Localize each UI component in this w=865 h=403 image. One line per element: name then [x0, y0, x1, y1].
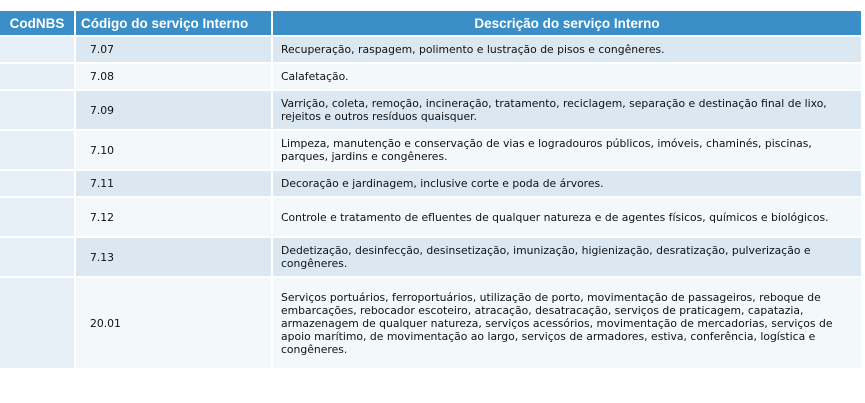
cell-descricao: Recuperação, raspagem, polimento e lustração de pisos e congêneres.: [273, 37, 861, 62]
cell-codnbs: [0, 131, 74, 169]
table-row: [0, 64, 861, 89]
cell-codigo: 7.07: [76, 37, 271, 62]
cell-codnbs: [0, 91, 74, 129]
cell-codnbs: [0, 238, 74, 276]
table-row: [0, 37, 861, 62]
cell-descricao: Varrição, coleta, remoção, incineração, tratamento, reciclagem, separação e destinação final de lixo, rejeitos e outros resíduos quaisquer.: [273, 91, 861, 129]
cell-descricao: Dedetização, desinfecção, desinsetização, imunização, higienização, desratização, pulverização e congêneres.: [273, 238, 861, 276]
cell-descricao: Serviços portuários, ferroportuários, utilização de porto, movimentação de passageiros, reboque de embarcações, rebocador escoteiro, atracação, desatracação, serviços de praticagem, capatazia, armazenagem de qualquer natureza, serviços acessórios, movimentação de mercadorias, serviços de apoio marítimo, de movimentação ao largo, serviços de armadores, estiva, conferência, logística e congêneres.: [273, 278, 861, 368]
services-table: [0, 9, 863, 370]
cell-descricao: Calafetação.: [273, 64, 861, 89]
header-codnbs: CodNBS: [0, 11, 74, 35]
table-row: [0, 198, 861, 236]
cell-codigo: 7.10: [76, 131, 271, 169]
cell-codigo: 7.11: [76, 171, 271, 196]
table-row: [0, 91, 861, 129]
table-row: [0, 131, 861, 169]
cell-descricao: Controle e tratamento de efluentes de qualquer natureza e de agentes físicos, químicos e biológicos.: [273, 198, 861, 236]
cell-codigo: 20.01: [76, 278, 271, 368]
cell-codnbs: [0, 64, 74, 89]
cell-descricao: Limpeza, manutenção e conservação de vias e logradouros públicos, imóveis, chaminés, piscinas, parques, jardins e congêneres.: [273, 131, 861, 169]
cell-codnbs: [0, 37, 74, 62]
table-header-row: [0, 11, 861, 35]
cell-codigo: 7.09: [76, 91, 271, 129]
table-row: [0, 278, 861, 368]
table-row: [0, 238, 861, 276]
cell-codigo: 7.12: [76, 198, 271, 236]
header-codigo: Código do serviço Interno: [76, 11, 271, 35]
cell-codnbs: [0, 171, 74, 196]
cell-codnbs: [0, 198, 74, 236]
cell-codigo: 7.08: [76, 64, 271, 89]
table-row: [0, 171, 861, 196]
cell-codnbs: [0, 278, 74, 368]
header-descricao: Descrição do serviço Interno: [273, 11, 861, 35]
cell-descricao: Decoração e jardinagem, inclusive corte e poda de árvores.: [273, 171, 861, 196]
cell-codigo: 7.13: [76, 238, 271, 276]
